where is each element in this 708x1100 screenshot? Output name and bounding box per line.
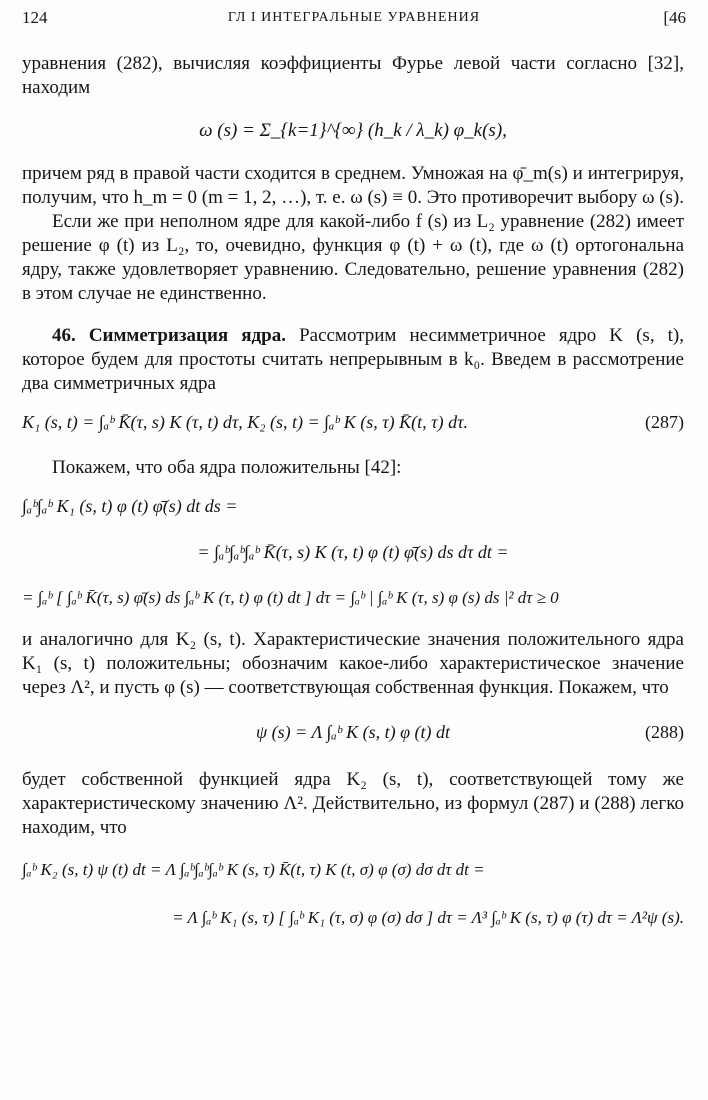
paragraph-2: причем ряд в правой части сходится в среднем. Умножая на φ̄_m(s) и интегрируя, получим, что h_m = 0 (m = 1, 2, …), т. е. ω (s) ≡ 0. Это противоречит выбору ω (s). xyxy=(22,163,684,208)
section-46 xyxy=(22,324,684,396)
equation-288 xyxy=(22,720,684,744)
equation-omega: ω (s) = Σ_{k=1}^{∞} (h_k / λ_k) φ_k(s), xyxy=(199,120,507,141)
equation-288-number: (288) xyxy=(645,722,684,742)
section-text: Рассмотрим несимметричное ядро K (s, t), которое будем для простоты считать непрерывным в k₀. Введем в рассмотрение два симметричных ядра xyxy=(22,325,684,394)
page-number: 124 xyxy=(22,8,48,27)
equation-287 xyxy=(22,410,684,434)
paragraph-4: Покажем, что оба ядра положительны [42]: xyxy=(52,457,402,478)
section-title: 46. Симметризация ядра. xyxy=(52,325,286,346)
paragraph-6: будет собственной функцией ядра K₂ (s, t), соответствующей тому же характеристическому значению Λ². Действительно, из формул (287) и (288) легко находим, что xyxy=(22,769,684,838)
equation-positivity-line-3: = ∫ₐᵇ [ ∫ₐᵇ K̄(τ, s) φ̄(s) ds ∫ₐᵇ K (τ, t) φ (t) dt ] dτ = ∫ₐᵇ | ∫ₐᵇ K (τ, s) φ (s) ds |² dτ ≥ 0 xyxy=(22,588,559,607)
equation-positivity-line-1: ∫ₐᵇ∫ₐᵇ K₁ (s, t) φ (t) φ̄(s) dt ds = xyxy=(22,496,238,516)
section-marker: [46 xyxy=(663,8,686,27)
page-body xyxy=(22,52,684,934)
page-header xyxy=(22,8,686,34)
running-title: ГЛ I ИНТЕГРАЛЬНЫЕ УРАВНЕНИЯ xyxy=(227,10,481,25)
equation-287-number: (287) xyxy=(645,412,684,432)
paragraph-1: уравнения (282), вычисляя коэффициенты Фурье левой части согласно [32], находим xyxy=(22,53,684,98)
equation-287-body: K₁ (s, t) = ∫ₐᵇ K̄(τ, s) K (τ, t) dτ, K₂ (s, t) = ∫ₐᵇ K (s, τ) K̄(t, τ) dτ. xyxy=(22,412,469,432)
equation-final-line-2: = Λ ∫ₐᵇ K₁ (s, τ) [ ∫ₐᵇ K₁ (τ, σ) φ (σ) dσ ] dτ = Λ³ ∫ₐᵇ K (s, τ) φ (τ) dτ = Λ²ψ (s). xyxy=(172,908,684,927)
paragraph-3: Если же при неполном ядре для какой-либо f (s) из L₂ уравнение (282) имеет решение φ (t) из L₂, то, очевидно, функция φ (t) + ω (t), где ω (t) ортогональна ядру, также удовлетворяет уравнению. Следовательно, решение уравнения (282) в этом случае не единственно. xyxy=(22,211,684,304)
equation-positivity-line-2: = ∫ₐᵇ∫ₐᵇ∫ₐᵇ K̄(τ, s) K (τ, t) φ (t) φ̄(s) ds dτ dt = xyxy=(197,542,509,562)
equation-final-line-1: ∫ₐᵇ K₂ (s, t) ψ (t) dt = Λ ∫ₐᵇ∫ₐᵇ∫ₐᵇ K (s, τ) K̄(t, τ) K (t, σ) φ (σ) dσ dτ dt = xyxy=(22,860,485,879)
paragraph-5: и аналогично для K₂ (s, t). Характеристические значения положительного ядра K₁ (s, t) положительны; обозначим какое-либо характеристическое значение через Λ², и пусть φ (s) — соответствующая собственная функция. Покажем, что xyxy=(22,629,684,698)
equation-288-body: ψ (s) = Λ ∫ₐᵇ K (s, t) φ (t) dt xyxy=(255,722,451,742)
